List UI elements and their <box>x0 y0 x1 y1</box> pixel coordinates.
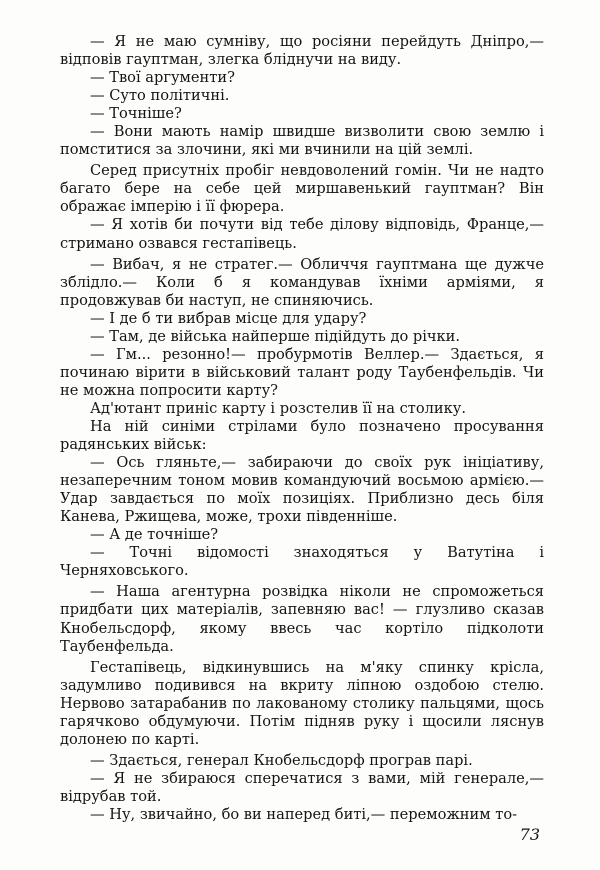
paragraph: Гестапівець, відкинувшись на м'яку спинку крісла, задумливо подивився на вкриту ліпною оздобою стелю. Нервово затарабанив по лакованому столику пальцями, щось гарячково обдумуючи. Потім підняв руку і щосили ляснув долонею по карті. <box>60 658 544 748</box>
paragraph: — Вибач, я не стратег.— Обличчя гауптмана ще дужче зблідло.— Коли б я командував їхніми арміями, я продовжував би наступ, не спиняючись. <box>60 255 544 309</box>
paragraph: — Суто політичні. <box>90 87 230 105</box>
page-text <box>60 33 544 824</box>
paragraph: Серед присутніх пробіг невдоволений гомін. Чи не надто багато бере на себе цей миршавенький гауптман? Він ображає імперію і її фюрера. <box>60 162 544 216</box>
paragraph: На ній синіми стрілами було позначено просування радянських військ: <box>60 417 544 454</box>
paragraph: — Гм... резонно!— пробурмотів Веллер.— Здається, я починаю вірити в військовий талант роду Таубенфельдів. Чи не можна попросити карту? <box>60 345 544 399</box>
paragraph: — Точніше? <box>90 105 182 123</box>
paragraph: — Ну, звичайно, бо ви наперед биті,— переможним то- <box>90 805 518 823</box>
paragraph: — Там, де війська найперше підійдуть до річки. <box>90 327 461 345</box>
paragraph: — Вони мають намір швидше визволити свою землю і помститися за злочини, які ми вчинили на цій землі. <box>60 123 544 159</box>
paragraph: — Я не маю сумніву, що росіяни перейдуть Дніпро,— відповів гауптман, злегка бліднучи на виду. <box>60 33 544 69</box>
paragraph: — Я хотів би почути від тебе ділову відповідь, Франце,— стримано озвався гестапівець. <box>60 216 544 252</box>
paragraph: Ад'ютант приніс карту і розстелив її на столику. <box>90 399 466 417</box>
paragraph: — Я не збираюся сперечатися з вами, мій генерале,— відрубав той. <box>60 769 544 805</box>
paragraph: — Ось гляньте,— забираючи до своїх рук ініціативу, незаперечним тоном мовив командуючий восьмою армією.— Удар завдається по моїх позиціях. Приблизно десь біля Канева, Ржищева, може, трохи південніше. <box>60 454 544 526</box>
paragraph: — Твої аргументи? <box>90 69 235 87</box>
paragraph: — А де точніше? <box>90 526 219 544</box>
paragraph: — Наша агентурна розвідка ніколи не спроможеться придбати цих матеріалів, запевняю вас! — глузливо сказав Кнобельсдорф, якому ввесь час кортіло підколоти Таубенфельда. <box>60 583 544 655</box>
paragraph: — Точні відомості знаходяться у Ватутіна і Черняховського. <box>60 544 544 580</box>
page-number: 73 <box>519 825 540 844</box>
paragraph: — І де б ти вибрав місце для удару? <box>90 309 367 327</box>
paragraph: — Здається, генерал Кнобельсдорф програв парі. <box>90 751 473 769</box>
